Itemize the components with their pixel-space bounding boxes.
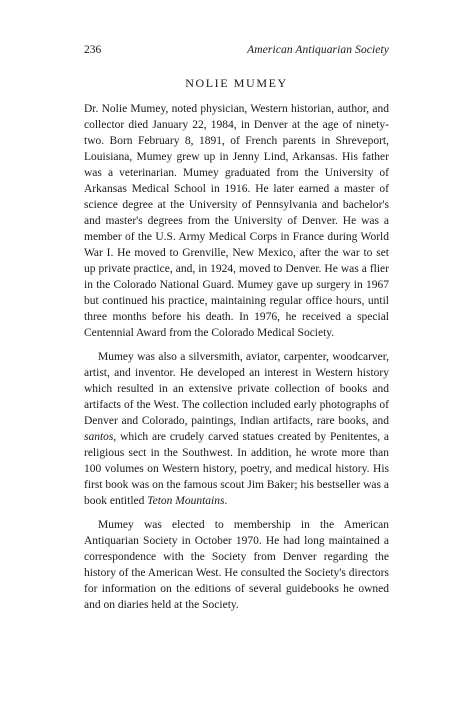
paragraph-2 [84,349,389,509]
document-page [84,44,389,621]
paragraph-3: Mumey was elected to membership in the American Antiquarian Society in October 1970. He had long maintained a correspondence with the Society from Denver regarding the history of the American West. He consulted the Society's directors for information on the editions of several guidebooks he owned and on diaries held at the Society. [84,519,389,611]
page-number: 236 [84,44,102,56]
paragraph-2-text-b: , which are crudely carved statues created by Penitentes, a religious sect in the Southwest. In addition, he wrote more than 100 volumes on Western history, poetry, and medical history. His first book was on the famous scout Jim Baker; his bestseller was a book entitled [84,431,389,507]
paragraph-2-text-c: . [224,495,228,507]
running-head [84,44,389,62]
article-title: NOLIE MUMEY [185,76,288,90]
paragraph-2-italic-santos: santos [84,431,114,443]
journal-title: American Antiquarian Society [247,44,389,56]
paragraph-1: Dr. Nolie Mumey, noted physician, Western historian, author, and collector died January 22, 1984, in Denver at the age of ninety-two. Born February 8, 1891, of French parents in Shreveport, Louisiana, Mumey grew up in Jenny Lind, Arkansas. His father was a veterinarian. Mumey graduated from the University of Arkansas Medical School in 1916. He later earned a master of science degree at the University of Pennsylvania and bachelor's and master's degrees from the University of Denver. He was a member of the U.S. Army Medical Corps in France during World War I. He moved to Grenville, New Mexico, after the war to set up private practice, and, in 1924, moved to Denver. He was a flier in the Colorado National Guard. Mumey gave up surgery in 1967 but continued his practice, maintaining regular office hours, until three months before his death. In 1976, he received a special Centennial Award from the Colorado Medical Society. [84,103,389,339]
paragraph-2-italic-book-title: Teton Mountains [147,495,225,507]
paragraph-2-text-a: Mumey was also a silversmith, aviator, carpenter, woodcarver, artist, and inventor. He developed an interest in Western history which resulted in an extensive private collection of books and artifacts of the West. The collection included early photographs of Denver and Colorado, paintings, Indian artifacts, rare books, and [84,351,389,427]
